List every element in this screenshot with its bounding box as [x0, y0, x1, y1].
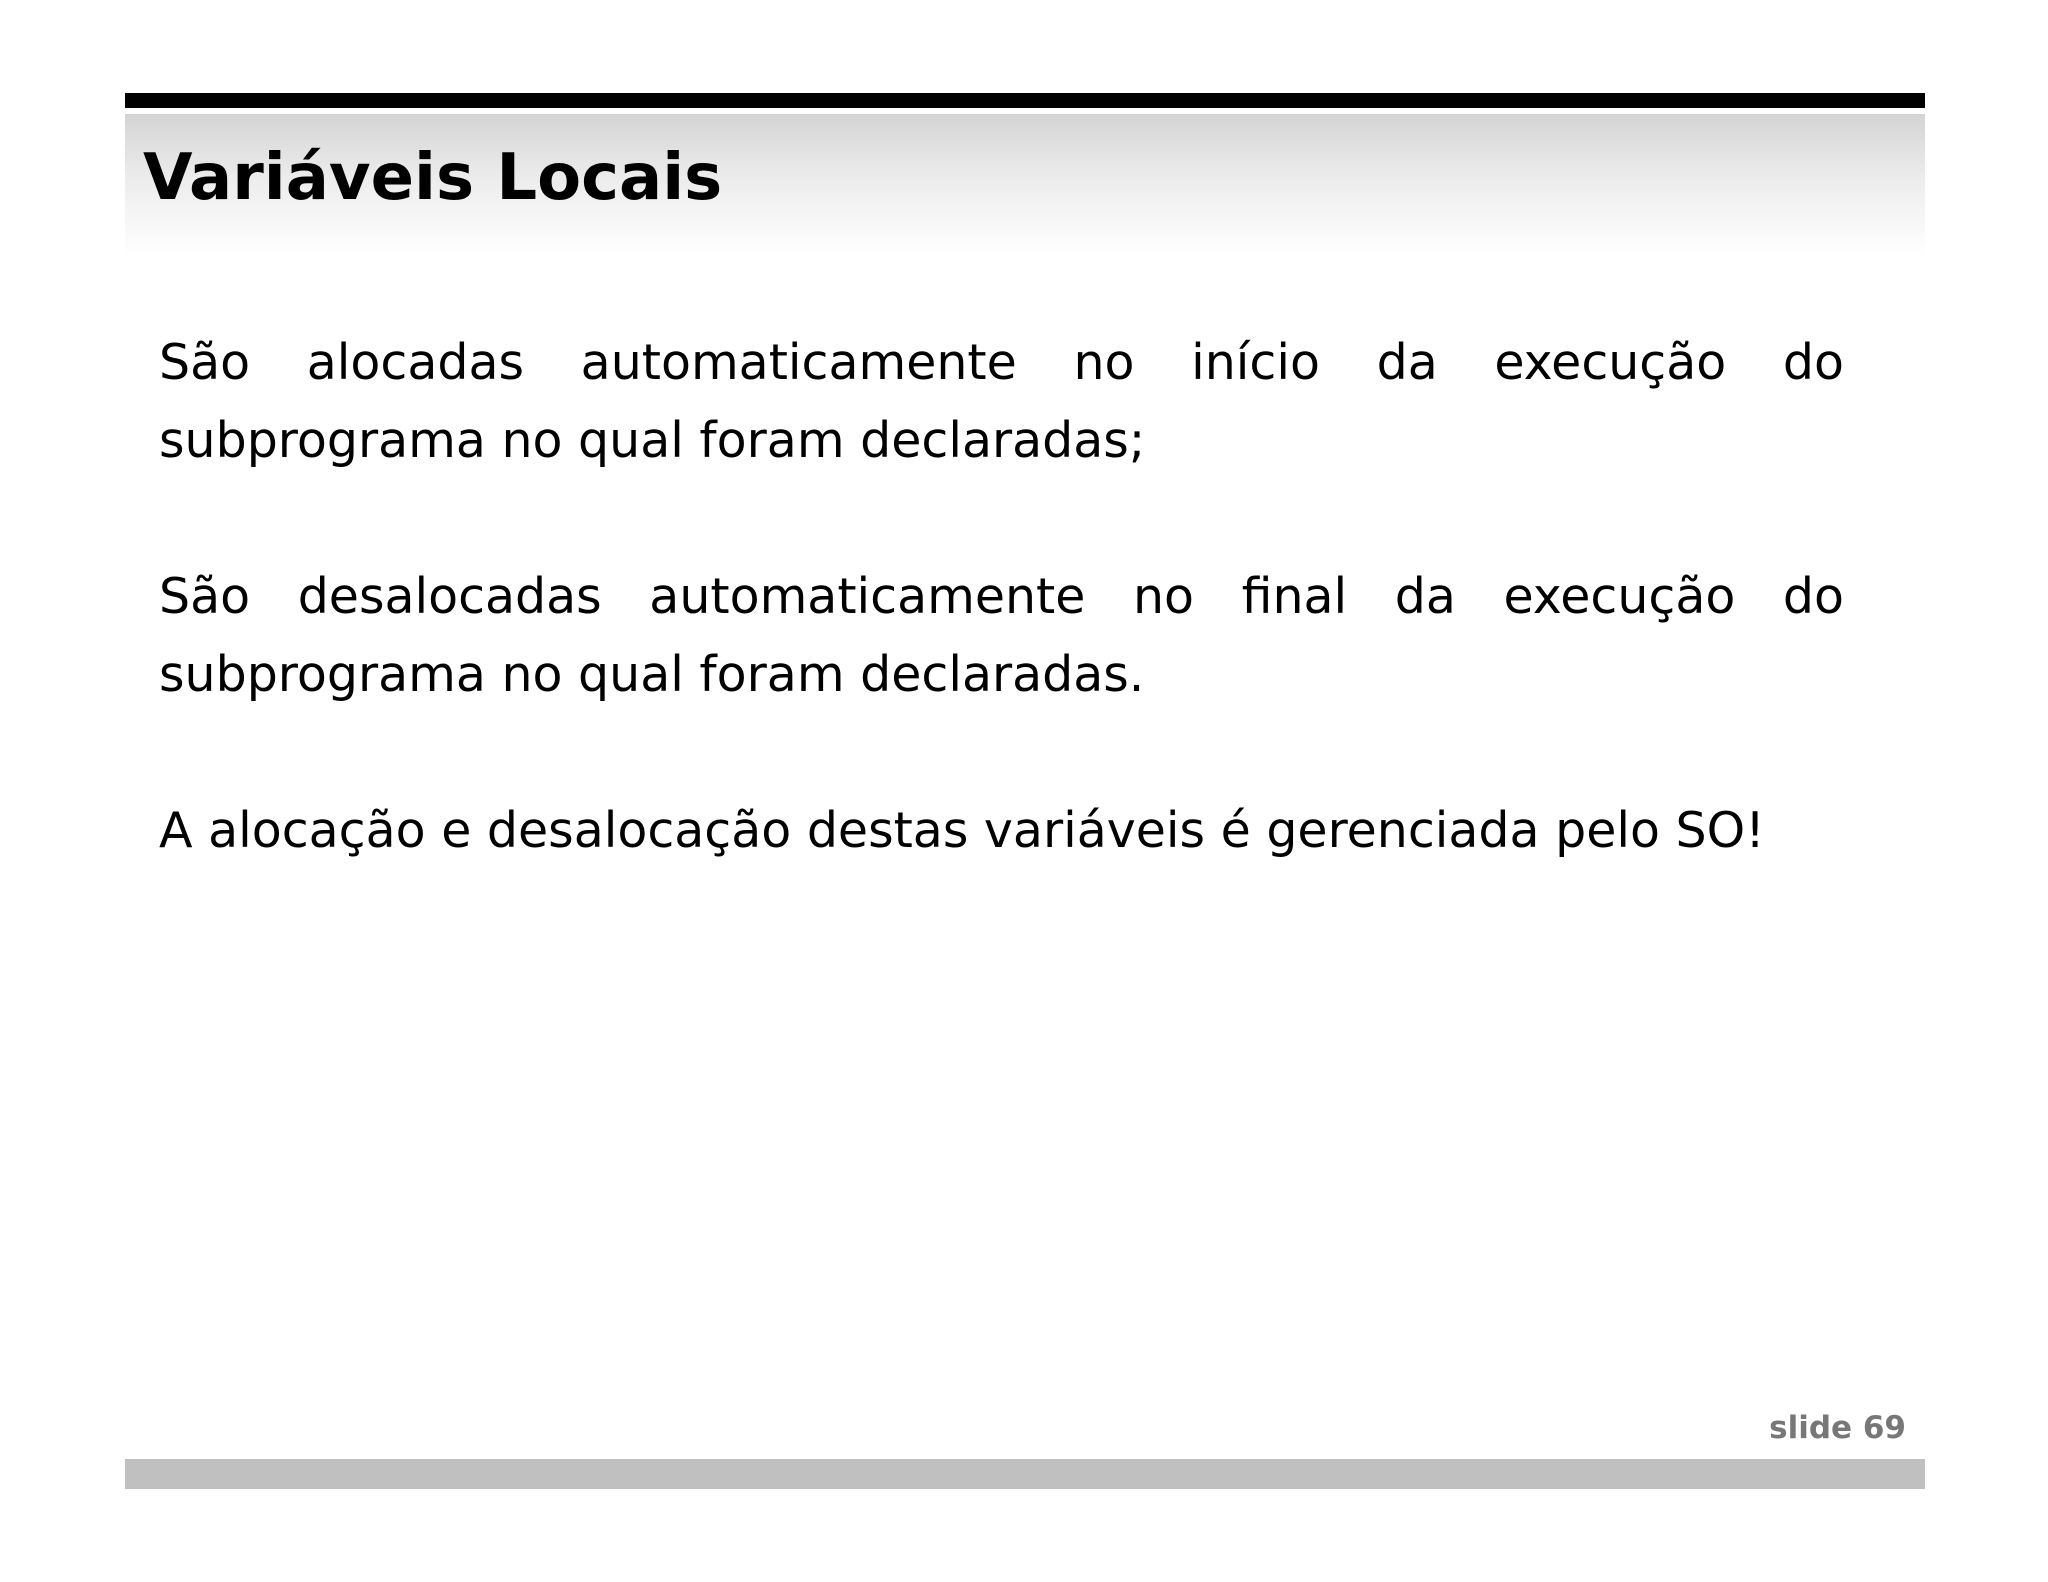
bottom-rule — [125, 1459, 1925, 1489]
slide-title: Variáveis Locais — [143, 141, 723, 215]
top-rule — [125, 93, 1925, 108]
paragraph-allocation: São alocadas automaticamente no início da execução do subprograma no qual foram declaradas; — [159, 334, 1844, 469]
paragraph-deallocation: São desalocadas automaticamente no final da execução do subprograma no qual foram declaradas. — [159, 568, 1844, 703]
slide-number: slide 69 — [1769, 1410, 1906, 1446]
paragraph-management: A alocação e desalocação destas variáveis é gerenciada pelo SO! — [159, 802, 1765, 859]
slide-body — [159, 324, 1844, 870]
